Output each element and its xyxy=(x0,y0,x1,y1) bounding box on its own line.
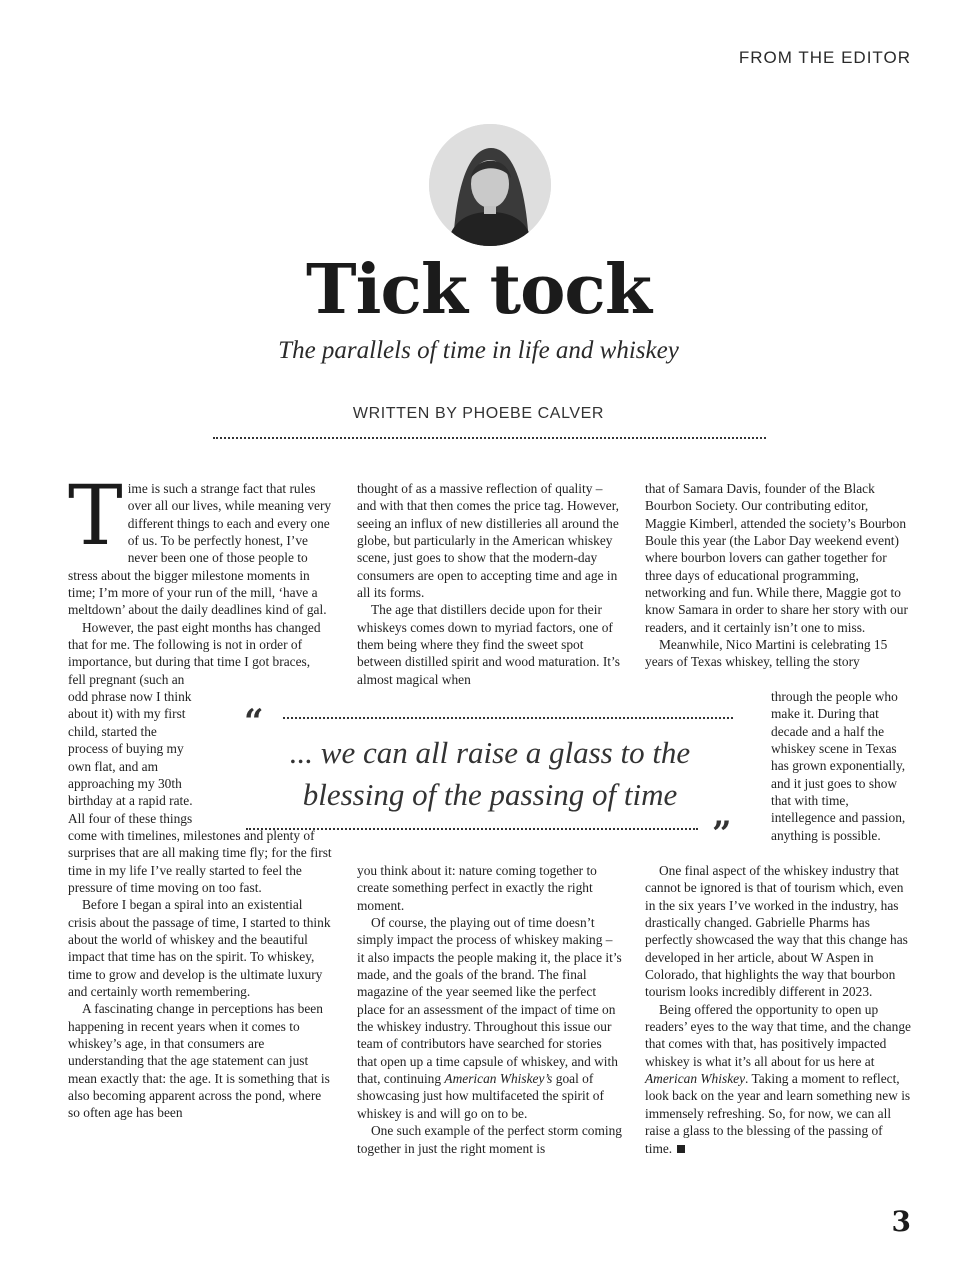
paragraph: that of Samara Davis, founder of the Black Bourbon Society. Our contributing editor, Maggie Kimberl, attended the society’s Bourbon Boule this year (the Labor Day weekend event) where bourbon lovers can gather together for three days of educational programming, networking and fun. While there, Maggie got to know Samara in order to share her story with our readers, and it certainly isn’t one to miss. xyxy=(645,481,908,635)
close-quote-icon: ” xyxy=(712,814,732,854)
pull-quote: ... we can all raise a glass to the blessing of the passing of time xyxy=(289,735,691,812)
section-label: FROM THE EDITOR xyxy=(738,48,911,67)
column-3-top xyxy=(645,480,911,671)
magazine-name: American Whiskey xyxy=(645,1071,746,1087)
paragraph-wrap: fell pregnant (such an odd phrase now I think about it) with my first child, started the process of buying my own flat, and am approaching my 30th birthday at a rapid rate. All four of these things xyxy=(68,671,193,826)
author-portrait-icon xyxy=(429,124,551,246)
paragraph: Before I began a spiral into an existential crisis about the passage of time, I started to think about the world of whiskey and the beautiful impact that time has on the spirit. To whiskey, time to grow and develop is the ultimate luxury and certainly worth remembering. xyxy=(68,897,331,999)
drop-cap: T xyxy=(68,469,123,564)
pullquote-top-rule xyxy=(283,717,733,719)
paragraph: you think about it: nature coming together to create something perfect in exactly the right moment. xyxy=(357,863,597,913)
paragraph: Meanwhile, Nico Martini is celebrating 15 years of Texas whiskey, telling the story xyxy=(645,637,888,670)
article-title: Tick tock xyxy=(306,250,651,330)
paragraph: The age that distillers decide upon for their whiskeys comes down to myriad factors, one of them being where they find the sweet spot between distilled spirit and wood maturation. It’s almost magical when xyxy=(357,602,620,687)
page-number: 3 xyxy=(891,1205,911,1238)
paragraph: However, the past eight months has changed that for me. The following is not in order of importance, but during that time I got braces, xyxy=(68,619,321,670)
paragraph: A fascinating change in perceptions has been happening in recent years when it comes to whiskey’s age, in that consumers are understanding that the age statement can just mean exactly that: the age. It is something that is also becoming apparent across the pond, where so often age has been xyxy=(68,1001,330,1121)
pullquote-bottom-rule xyxy=(246,828,698,830)
article-subtitle: The parallels of time in life and whiskey xyxy=(278,337,679,364)
paragraph: Of course, the playing out of time doesn’t simply impact the process of whiskey making – it also impacts the people making it, the place it’s made, and the goals of the brand. The final magazine of the year seemed like the perfect place for an assessment of the impact of time on the whiskey industry. Throughout this issue our team of contributors have searched for stories that open up a time capsule of whiskey, and with that, continuing American Whiskey’s goal of showcasing just how multifaceted the spirit of whiskey is and will go on to be. xyxy=(357,915,622,1121)
column-2-top xyxy=(357,480,623,688)
paragraph-wrap: through the people who make it. During that decade and a half the whiskey scene in Texas has grown exponentially, and it just goes to show that with time, intellegence and passion, anything is possible. xyxy=(771,689,906,843)
open-quote-icon: “ xyxy=(244,702,264,742)
end-mark-icon xyxy=(677,1145,685,1153)
paragraph: Being offered the opportunity to open up readers’ eyes to the way that time, and the change that comes with that, has positively impacted whiskey is what it’s all about for us here at American Whiskey. Taking a moment to reflect, look back on the year and learn something new is immensely refreshing. So, for now, we can all raise a glass to the blessing of the passing of time. xyxy=(645,1001,911,1156)
column-2-bottom xyxy=(357,862,623,1157)
article-byline: WRITTEN BY PHOEBE CALVER xyxy=(352,405,605,422)
paragraph: thought of as a massive reflection of quality – and with that then comes the price tag. However, seeing an influx of new distilleries all around the globe, but particularly in the American whiskey scene, just goes to show that the modern-day consumers are open to accepting time and age in all its forms. xyxy=(357,481,619,601)
byline-divider xyxy=(213,437,766,439)
magazine-name: American Whiskey’s xyxy=(444,1071,553,1087)
column-3-bottom xyxy=(645,862,911,1157)
paragraph: come with timelines, milestones and plenty of surprises that are all making time fly; for the first time in my life I’ve really started to feel the pressure of time moving on too fast. xyxy=(68,827,332,895)
author-avatar xyxy=(429,124,551,246)
paragraph: ime is such a strange fact that rules over all our lives, while meaning very different things to each and every one of us. To be perfectly honest, I’ve never been one of those people to stress about the bigger milestone moments in time; I’m more of your run of the mill, ‘have a meltdown’ about the daily deadlines kind of gal. xyxy=(68,481,332,618)
column-3-wrap xyxy=(771,688,911,844)
paragraph: One final aspect of the whiskey industry that cannot be ignored is that of tourism which, even in the six years I’ve worked in the industry, has drastically changed. Gabrielle Pharms has perfectly showcased the way that this change has developed in her article, about W Aspen in Colorado, that highlights the way that bourbon tourism looks incredibly different in 2023. xyxy=(645,863,908,1000)
paragraph: One such example of the perfect storm coming together in just the right moment is xyxy=(357,1123,622,1156)
